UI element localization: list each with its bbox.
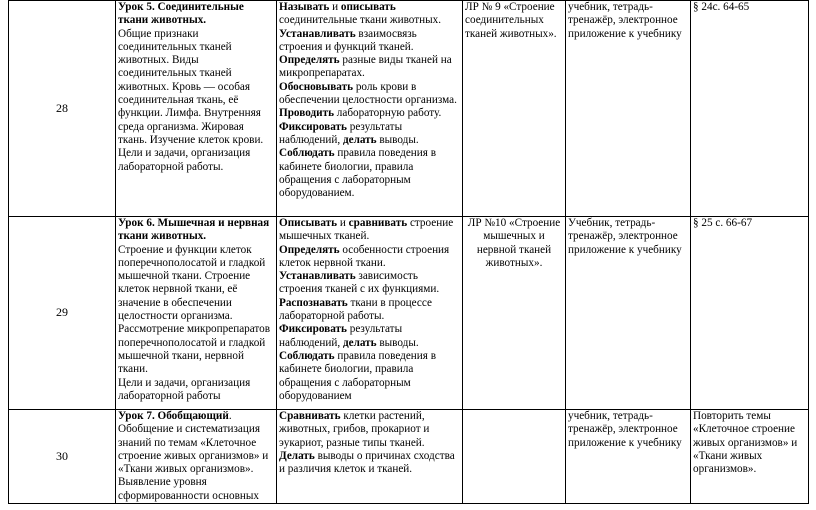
table-row	[9, 1, 809, 217]
activity-item: Распознавать ткани в процессе лабораторной работы.	[279, 296, 432, 323]
resources: учебник, тетрадь-тренажёр, электронное приложение к учебнику	[566, 410, 691, 504]
student-activities	[277, 410, 463, 504]
student-activities	[277, 1, 463, 217]
resources: учебник, тетрадь-тренажёр, электронное приложение к учебнику	[566, 1, 691, 217]
lesson-lab-goals: Цели и задачи, организация лабораторной работы	[118, 376, 251, 402]
activity-item: Устанавливать зависимость строения тканей с их функциями.	[279, 270, 440, 296]
lesson-number: 29	[9, 217, 116, 410]
lesson-topic	[116, 410, 277, 504]
activity-item: Соблюдать правила поведения в кабинете биологии, правила обращения с лабораторным оборудованием.	[279, 147, 436, 200]
lab-work: ЛР №10 «Строение мышечных и нервной тканей животных».	[463, 217, 566, 410]
homework: § 24с. 64-65	[691, 1, 809, 217]
activity-item: Фиксировать результаты наблюдений, делать выводы.	[279, 323, 419, 349]
lesson-title: Урок 7. Обобщающий	[118, 410, 229, 422]
activity-item: Обосновывать роль крови в обеспечении целостности организма.	[279, 80, 457, 107]
activity-item: Определять особенности строения клеток нервной ткани.	[279, 243, 450, 269]
student-activities	[277, 217, 463, 410]
lesson-plan-table	[8, 0, 809, 504]
lab-work	[463, 410, 566, 504]
activity-item: Определять разные виды тканей на микропрепаратах.	[279, 54, 452, 80]
table-row	[9, 410, 809, 504]
homework: § 25 с. 66-67	[691, 217, 809, 410]
resources: Учебник, тетрадь-тренажёр, электронное приложение к учебнику	[566, 217, 691, 410]
lesson-lab-goals: Цели и задачи, организация лабораторной работы.	[118, 147, 251, 173]
lesson-content: Строение и функции клеток поперечнополосатой и гладкой мышечной ткани. Строение клеток нервной ткани, её значение в обеспечении целостности организма. Рассмотрение микропрепаратов поперечнополосатой и гладкой мышечной ткани, нервной ткани.	[118, 243, 271, 376]
activity-item: Проводить лабораторную работу.	[279, 107, 442, 120]
homework: Повторить темы «Клеточное строение живых организмов» и «Ткани живых организмов».	[691, 410, 809, 504]
lesson-content: Общие признаки соединительных тканей животных. Виды соединительных тканей животных. Кровь — особая соединительная ткань, её функции. Лимфа. Внутренняя среда организма. Жировая ткань. Изучение клеток крови.	[118, 27, 264, 146]
activity-item: Называть и описывать соединительные ткани животных.	[279, 1, 442, 27]
lesson-content: . Обобщение и систематизация знаний по темам «Клеточное строение живых организмов» и «Ткани живых организмов». Выявление уровня сформированности основных	[118, 410, 269, 502]
lesson-title: Урок 5. Соединительные ткани животных.	[118, 1, 244, 27]
lesson-topic	[116, 217, 277, 410]
activity-item: Устанавливать взаимосвязь строения и функций тканей.	[279, 27, 417, 53]
lab-work: ЛР № 9 «Строение соединительных тканей животных».	[463, 1, 566, 217]
activity-item: Делать выводы о причинах сходства и различия клеток и тканей.	[279, 449, 455, 476]
lesson-number: 28	[9, 1, 116, 217]
table-row	[9, 217, 809, 410]
lesson-number: 30	[9, 410, 116, 504]
activity-item: Фиксировать результаты наблюдений, делать выводы.	[279, 120, 419, 146]
lesson-topic	[116, 1, 277, 217]
activity-item: Сравнивать клетки растений, животных, грибов, прокариот и эукариот, разные типы тканей.	[279, 410, 430, 449]
activity-item: Описывать и сравнивать строение мышечных тканей.	[279, 217, 454, 243]
activity-item: Соблюдать правила поведения в кабинете биологии, правила обращения с лабораторным оборудованием	[279, 349, 436, 402]
lesson-title: Урок 6. Мышечная и нервная ткани животных.	[118, 217, 270, 243]
